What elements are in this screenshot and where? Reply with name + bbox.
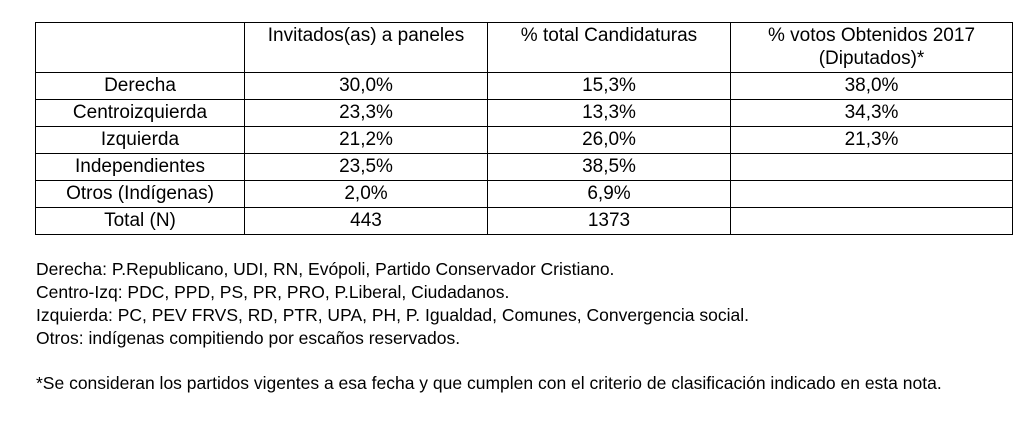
results-table <box>35 22 1013 235</box>
cell-votos <box>731 181 1013 208</box>
table-row <box>36 127 1013 154</box>
cell-candidaturas: 1373 <box>488 208 731 235</box>
cell-candidaturas: 15,3% <box>488 73 731 100</box>
footnote: *Se consideran los partidos vigentes a esa fecha y que cumplen con el criterio de clasificación indicado en esta nota. <box>36 373 942 393</box>
note-derecha: Derecha: P.Republicano, UDI, RN, Evópoli, Partido Conservador Cristiano. <box>36 259 615 279</box>
table-row <box>36 100 1013 127</box>
header-cell-invitados: Invitados(as) a paneles <box>245 23 488 73</box>
header-cell-votos: % votos Obtenidos 2017 (Diputados)* <box>731 23 1013 73</box>
table-row <box>36 181 1013 208</box>
cell-votos <box>731 208 1013 235</box>
cell-invitados: 30,0% <box>245 73 488 100</box>
row-label: Izquierda <box>36 127 245 154</box>
header-cell-candidaturas: % total Candidaturas <box>488 23 731 73</box>
note-izquierda: Izquierda: PC, PEV FRVS, RD, PTR, UPA, PH, P. Igualdad, Comunes, Convergencia social. <box>36 305 749 325</box>
table-row <box>36 154 1013 181</box>
cell-candidaturas: 26,0% <box>488 127 731 154</box>
row-label: Total (N) <box>36 208 245 235</box>
cell-invitados: 2,0% <box>245 181 488 208</box>
cell-votos <box>731 154 1013 181</box>
cell-votos: 21,3% <box>731 127 1013 154</box>
table-notes <box>36 258 996 395</box>
cell-invitados: 443 <box>245 208 488 235</box>
cell-invitados: 23,5% <box>245 154 488 181</box>
table-row-total <box>36 208 1013 235</box>
row-label: Otros (Indígenas) <box>36 181 245 208</box>
notes-spacer <box>36 350 996 372</box>
cell-votos: 34,3% <box>731 100 1013 127</box>
note-centro-izq: Centro-Izq: PDC, PPD, PS, PR, PRO, P.Liberal, Ciudadanos. <box>36 282 510 302</box>
table-row <box>36 73 1013 100</box>
note-otros: Otros: indígenas compitiendo por escaños reservados. <box>36 328 461 348</box>
cell-candidaturas: 13,3% <box>488 100 731 127</box>
row-label: Derecha <box>36 73 245 100</box>
cell-votos: 38,0% <box>731 73 1013 100</box>
table-header-row <box>36 23 1013 73</box>
cell-invitados: 23,3% <box>245 100 488 127</box>
cell-candidaturas: 6,9% <box>488 181 731 208</box>
cell-candidaturas: 38,5% <box>488 154 731 181</box>
header-cell-empty <box>36 23 245 73</box>
row-label: Centroizquierda <box>36 100 245 127</box>
row-label: Independientes <box>36 154 245 181</box>
cell-invitados: 21,2% <box>245 127 488 154</box>
